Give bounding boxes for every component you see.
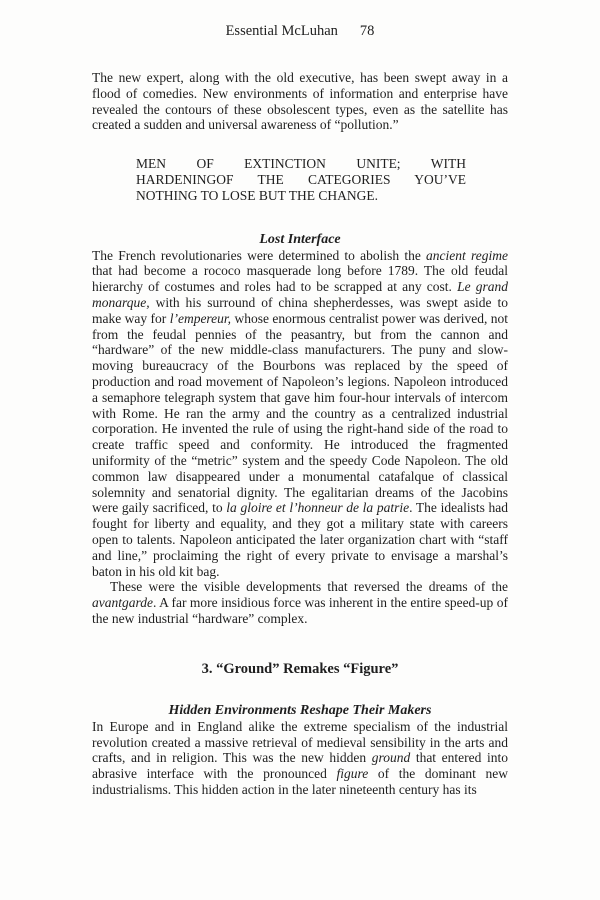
quote-line-1: MEN OF EXTINCTION UNITE; WITH: [136, 156, 466, 172]
quote-line-3: NOTHING TO LOSE BUT THE CHANGE.: [136, 187, 378, 203]
heading-hidden-environments: Hidden Environments Reshape Their Makers: [168, 702, 432, 718]
paragraph-french-revolution: The French revolutionaries were determined to abolish the ancient regime that had become a rococo masquerade long before 1789. The old feudal hierarchy of costumes and roles had to be scrapped at any cost. Le grand monarque, with his surround of china shepherdesses, was swept aside to make way for l’empereur, whose enormous centralist power was derived, not from the feudal pennies of the peasantry, but from the cannon and “hardware” of the new middle-class manufacturers. The puny and slow-moving bureaucracy of the Bourbons was replaced by the speed of production and road movement of Napoleon’s legions. Napoleon introduced a semaphore telegraph system that gave him four-hour intervals of intercom with Rome. He ran the army and the country as a centralized industrial corporation. He invented the rule of using the right-hand side of the road to create traffic speed and conformity. He introduced the fragmented uniformity of the “metric” system and the speedy Code Napoleon. The old common law disappeared under a monumental catafalque of classical solemnity and senatorial dignity. The egalitarian dreams of the Jacobins were gaily sacrificed, to la gloire et l’honneur de la patrie. The idealists had fought for liberty and equality, and they got a military state with careers open to talents. Napoleon anticipated the later organization chart with “staff and line,” proclaiming the right of every private to envisage a marshal’s baton in his old kit bag.: [92, 247, 509, 579]
paragraph-europe-england: In Europe and in England alike the extreme specialism of the industrial revolution created a massive retrieval of medieval sensibility in the arts and crafts, and in religion. This was the new hidden ground that entered into abrasive interface with the pronounced figure of the dominant new industrialisms. This hidden action in the later nineteenth century has its: [92, 718, 508, 797]
block-quote: [136, 156, 466, 203]
quote-line-2: HARDENINGOF THE CATEGORIES YOU’VE: [136, 171, 466, 187]
paragraph-intro: The new expert, along with the old executive, has been swept away in a flood of comedies. New environments of information and enterprise have revealed the contours of these obsolescent types, even as the satellite has created a sudden and universal awareness of “pollution.”: [92, 70, 508, 133]
running-header: [0, 23, 600, 39]
page-content: [92, 70, 508, 798]
book-title: Essential McLuhan: [225, 23, 338, 39]
heading-section-3: 3. “Ground” Remakes “Figure”: [201, 660, 399, 677]
paragraph-visible-developments: These were the visible developments that reversed the dreams of the avantgarde. A far more insidious force was inherent in the entire speed-up of the new industrial “hardware” complex.: [92, 579, 508, 626]
page-number: 78: [359, 23, 375, 39]
heading-lost-interface: Lost Interface: [259, 231, 341, 247]
